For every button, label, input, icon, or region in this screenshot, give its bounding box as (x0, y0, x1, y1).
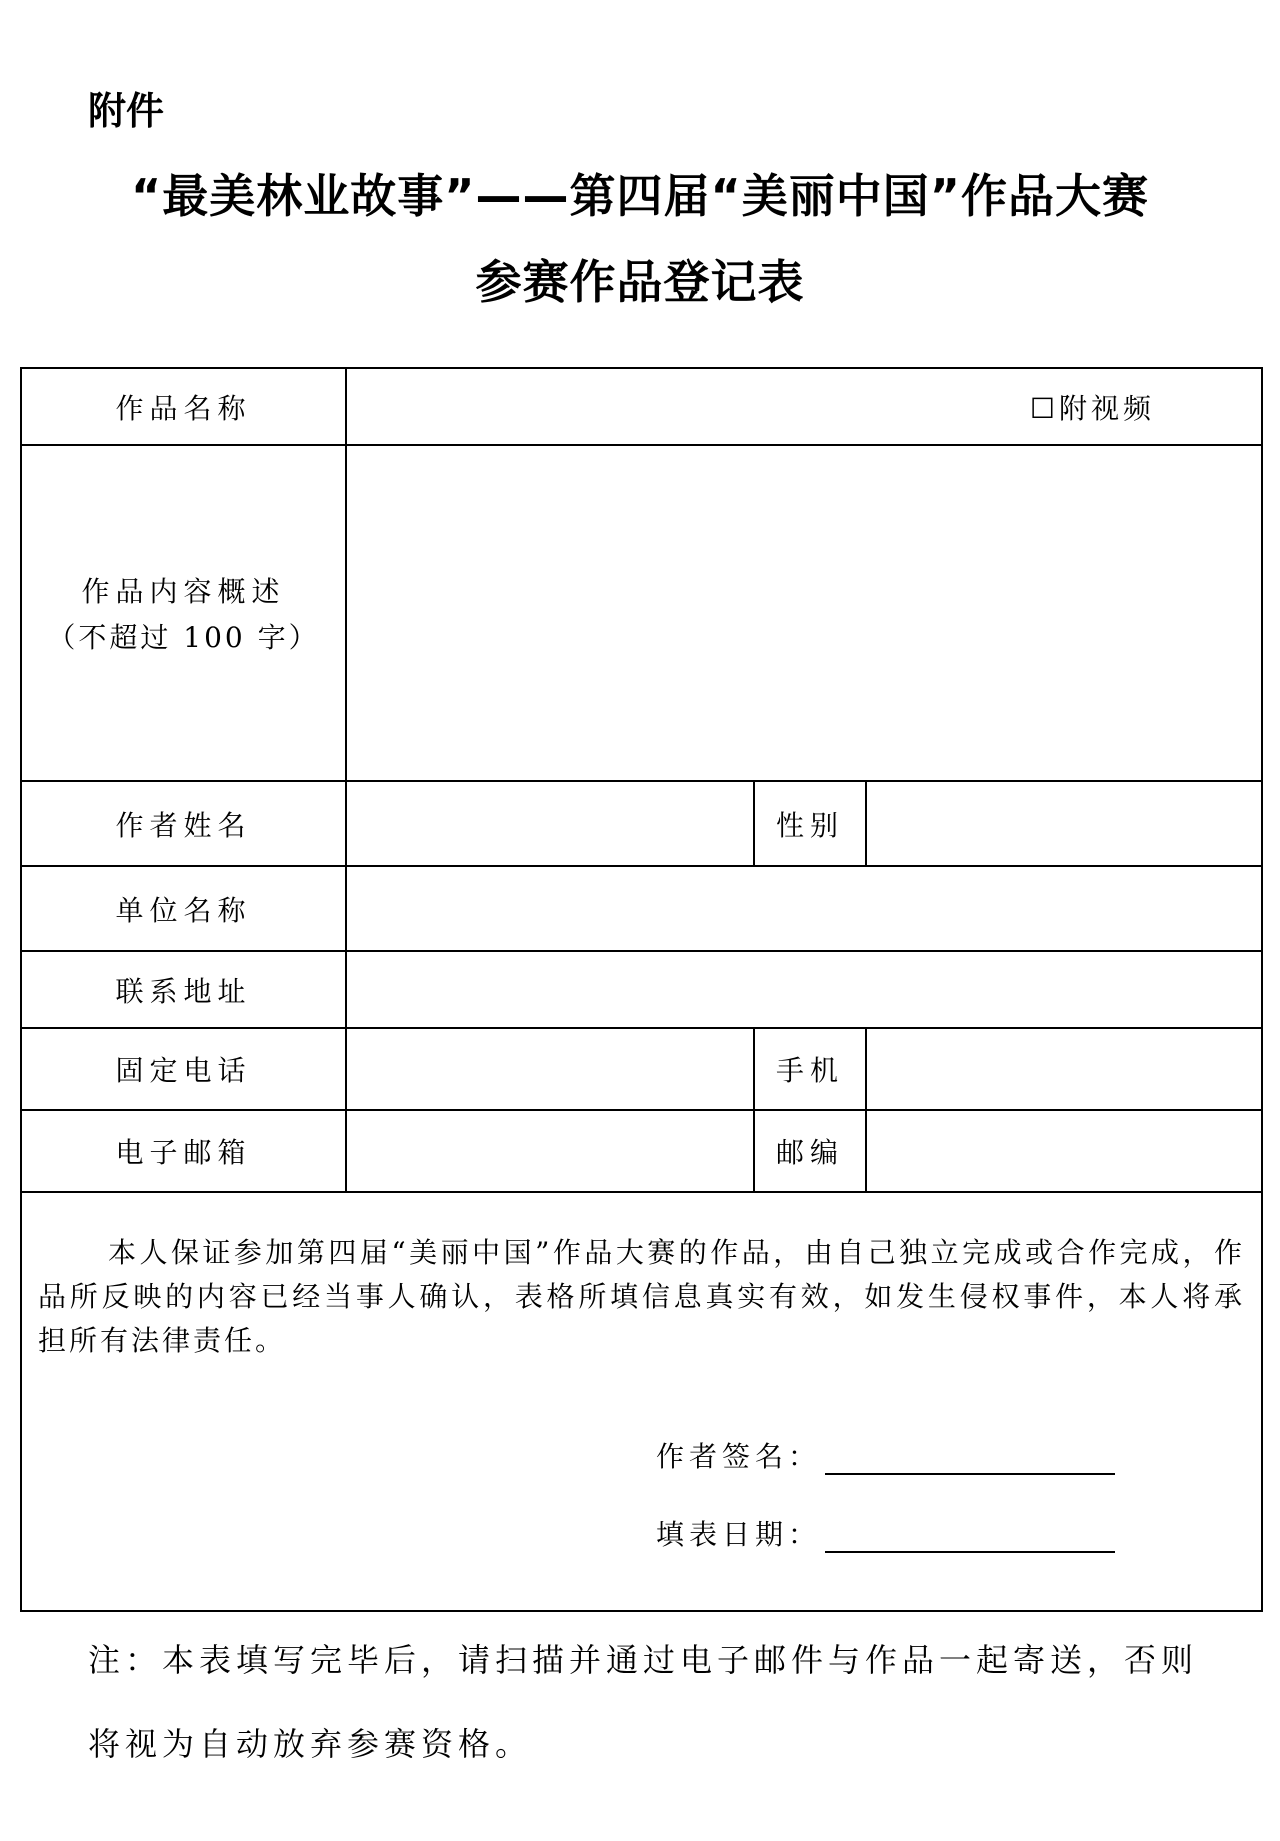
summary-label-line1: 作品内容概述 (81, 575, 286, 608)
declaration-cell (21, 1192, 1262, 1611)
signature-label: 作者签名： (656, 1440, 822, 1473)
attachment-label: 附件 (88, 89, 165, 133)
work-name-label: 作品名称 (21, 368, 346, 445)
signature-line[interactable] (825, 1443, 1115, 1475)
video-checkbox[interactable]: ☐附视频 (1029, 391, 1155, 425)
footer-note: 注：本表填写完毕后，请扫描并通过电子邮件与作品一起寄送，否则将视为自动放弃参赛资格。 (88, 1641, 1199, 1763)
author-name-label: 作者姓名 (21, 781, 346, 866)
registration-table (20, 367, 1263, 1612)
row-work-name (21, 368, 1262, 445)
gender-label: 性别 (754, 781, 866, 866)
row-author (21, 781, 1262, 866)
org-name-field[interactable] (346, 866, 1262, 951)
row-phone (21, 1028, 1262, 1110)
postcode-field[interactable] (866, 1110, 1262, 1192)
summary-label (21, 445, 346, 781)
row-email (21, 1110, 1262, 1192)
work-name-field[interactable] (346, 368, 1262, 445)
summary-label-line2: （不超过 100 字） (47, 621, 320, 654)
org-name-label: 单位名称 (21, 866, 346, 951)
date-line[interactable] (825, 1521, 1115, 1553)
address-label: 联系地址 (21, 951, 346, 1028)
row-org (21, 866, 1262, 951)
mobile-label: 手机 (754, 1028, 866, 1110)
author-name-field[interactable] (346, 781, 754, 866)
gender-field[interactable] (866, 781, 1262, 866)
landline-field[interactable] (346, 1028, 754, 1110)
row-address (21, 951, 1262, 1028)
declaration-text: 本人保证参加第四届“美丽中国”作品大赛的作品，由自己独立完成或合作完成，作品所反映的内容已经当事人确认，表格所填信息真实有效，如发生侵权事件，本人将承担所有法律责任。 (38, 1236, 1245, 1357)
page-title: “最美林业故事”——第四届“美丽中国”作品大赛 (131, 169, 1149, 223)
page-subtitle: 参赛作品登记表 (475, 255, 805, 309)
mobile-field[interactable] (866, 1028, 1262, 1110)
summary-field[interactable] (346, 445, 1262, 781)
email-field[interactable] (346, 1110, 754, 1192)
signature-row (656, 1435, 1115, 1475)
landline-label: 固定电话 (21, 1028, 346, 1110)
row-declaration (21, 1192, 1262, 1611)
address-field[interactable] (346, 951, 1262, 1028)
row-summary (21, 445, 1262, 781)
postcode-label: 邮编 (754, 1110, 866, 1192)
date-label: 填表日期： (656, 1518, 822, 1551)
date-row (656, 1513, 1115, 1553)
email-label: 电子邮箱 (21, 1110, 346, 1192)
